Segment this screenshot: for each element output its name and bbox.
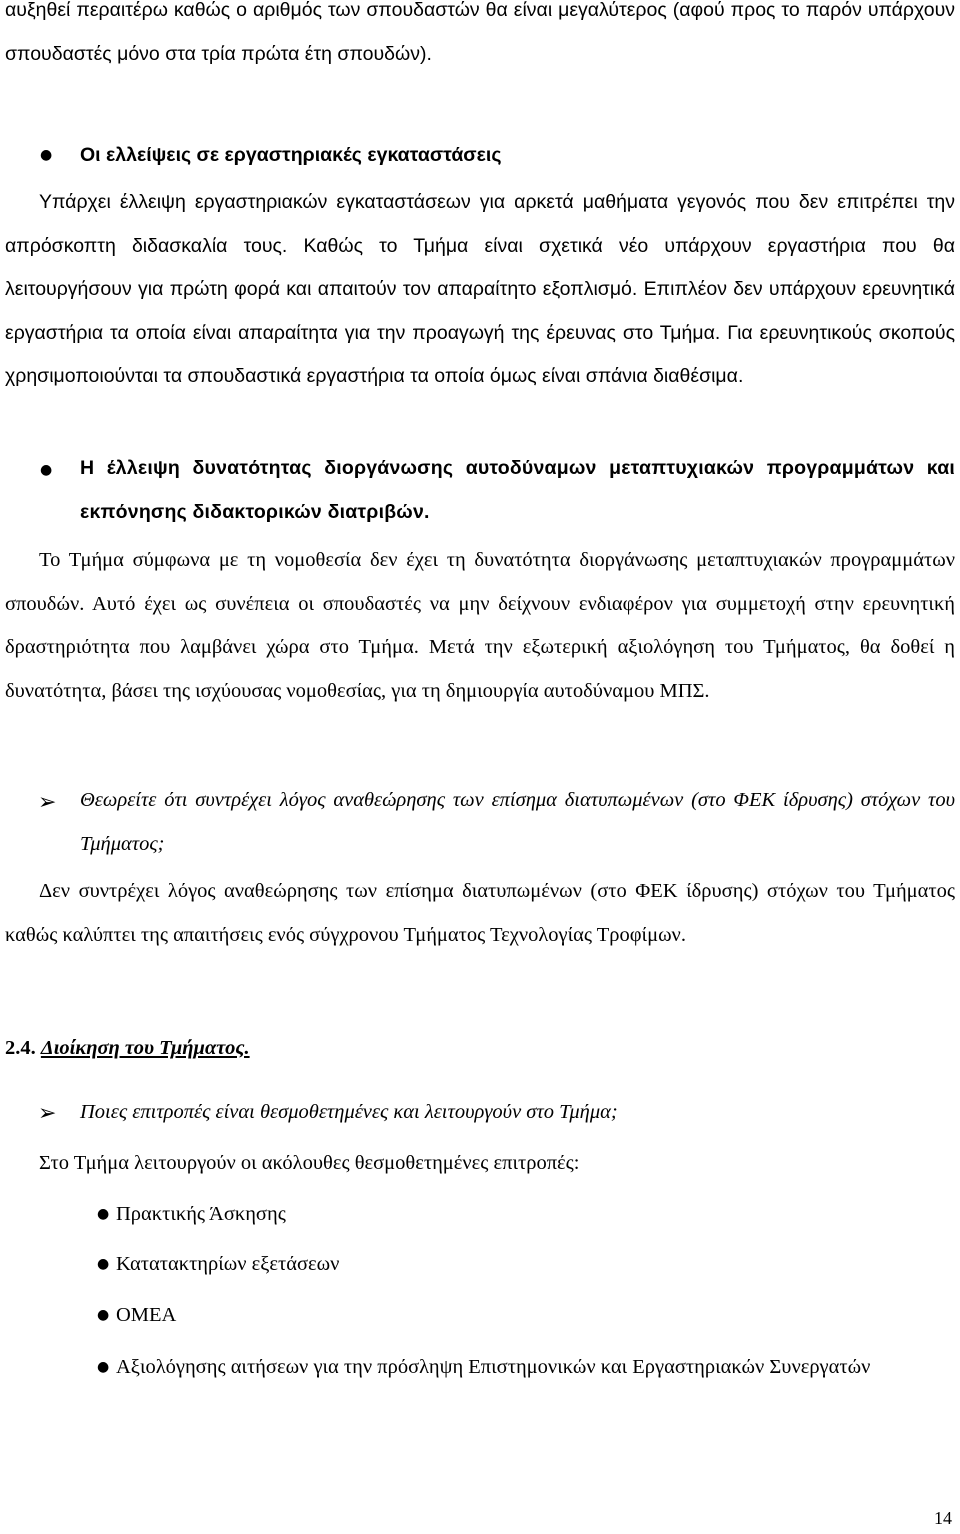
bullet-icon: ●	[97, 1206, 110, 1222]
question1: Θεωρείτε ότι συντρέχει λόγος αναθεώρησης των επίσημα διατυπωμένων (στο ΦΕΚ ίδρυσης) στόχων του Τμήματος;	[80, 789, 955, 855]
question2: Ποιες επιτροπές είναι θεσμοθετημένες και λειτουργούν στο Τμήμα;	[80, 1101, 618, 1123]
answer2-intro: Στο Τμήμα λειτουργούν οι ακόλουθες θεσμοθετημένες επιτροπές:	[39, 1152, 580, 1174]
arrow-bullet-icon: ➢	[38, 1101, 57, 1126]
bullet1-heading: Οι ελλείψεις σε εργαστηριακές εγκαταστάσεις	[80, 144, 502, 166]
section-number: 2.4.	[5, 1037, 36, 1059]
committee-item: Αξιολόγησης αιτήσεων για την πρόσληψη Επιστημονικών και Εργαστηριακών Συνεργατών	[116, 1356, 871, 1378]
answer1-paragraph: Δεν συντρέχει λόγος αναθεώρησης των επίσημα διατυπωμένων (στο ΦΕΚ ίδρυσης) στόχων του Τμήματος καθώς καλύπτει της απαιτήσεις ενός σύγχρονου Τμήματος Τεχνολογίας Τροφίμων.	[5, 880, 955, 946]
bullet2-heading: Η έλλειψη δυνατότητας διοργάνωσης αυτοδύναμων μεταπτυχιακών προγραμμάτων και εκπόνησης διδακτορικών διατριβών.	[80, 457, 955, 523]
arrow-bullet-icon: ➢	[38, 790, 57, 815]
bullet-icon: ●	[97, 1307, 110, 1323]
committee-item: ΟΜΕΑ	[116, 1304, 177, 1326]
section-title: Διοίκηση του Τμήματος.	[40, 1037, 250, 1059]
bullet-icon: ●	[97, 1359, 110, 1375]
bullet2-paragraph: Το Τμήμα σύμφωνα με τη νομοθεσία δεν έχει τη δυνατότητα διοργάνωσης μεταπτυχιακών προγραμμάτων σπουδών. Αυτό έχει ως συνέπεια οι σπουδαστές να μην δείχνουν ενδιαφέρον για συμμετοχή στην ερευνητική δραστηριότητα που λαμβάνει χώρα στο Τμήμα. Μετά την εξωτερική αξιολόγηση του Τμήματος, θα δοθεί η δυνατότητα, βάσει της ισχύουσας νομοθεσίας, για τη δημιουργία αυτοδύναμου ΜΠΣ.	[5, 549, 955, 702]
section-heading	[5, 1033, 250, 1063]
bullet-icon: ●	[40, 147, 53, 163]
bullet-icon: ●	[97, 1256, 110, 1272]
bullet1-paragraph: Υπάρχει έλλειψη εργαστηριακών εγκαταστάσεων για αρκετά μαθήματα γεγονός που δεν επιτρέπει την απρόσκοπτη διδασκαλία τους. Καθώς το Τμήμα είναι σχετικά νέο υπάρχουν εργαστήρια που θα λειτουργήσουν για πρώτη φορά και απαιτούν τον απαραίτητο εξοπλισμό. Επιπλέον δεν υπάρχουν ερευνητικά εργαστήρια τα οποία είναι απαραίτητα για την προαγωγή της έρευνας στο Τμήμα. Για ερευνητικούς σκοπούς χρησιμοποιούνται τα σπουδαστικά εργαστήρια τα οποία όμως είναι σπάνια διαθέσιμα.	[5, 191, 955, 387]
paragraph-top: αυξηθεί περαιτέρω καθώς ο αριθμός των σπουδαστών θα είναι μεγαλύτερος (αφού προς το παρόν υπάρχουν σπουδαστές μόνο στα τρία πρώτα έτη σπουδών).	[5, 0, 955, 65]
bullet-icon: ●	[40, 462, 53, 478]
committee-item: Πρακτικής Άσκησης	[116, 1203, 286, 1225]
page-number: 14	[934, 1508, 952, 1528]
committee-item: Κατατακτηρίων εξετάσεων	[116, 1253, 340, 1275]
